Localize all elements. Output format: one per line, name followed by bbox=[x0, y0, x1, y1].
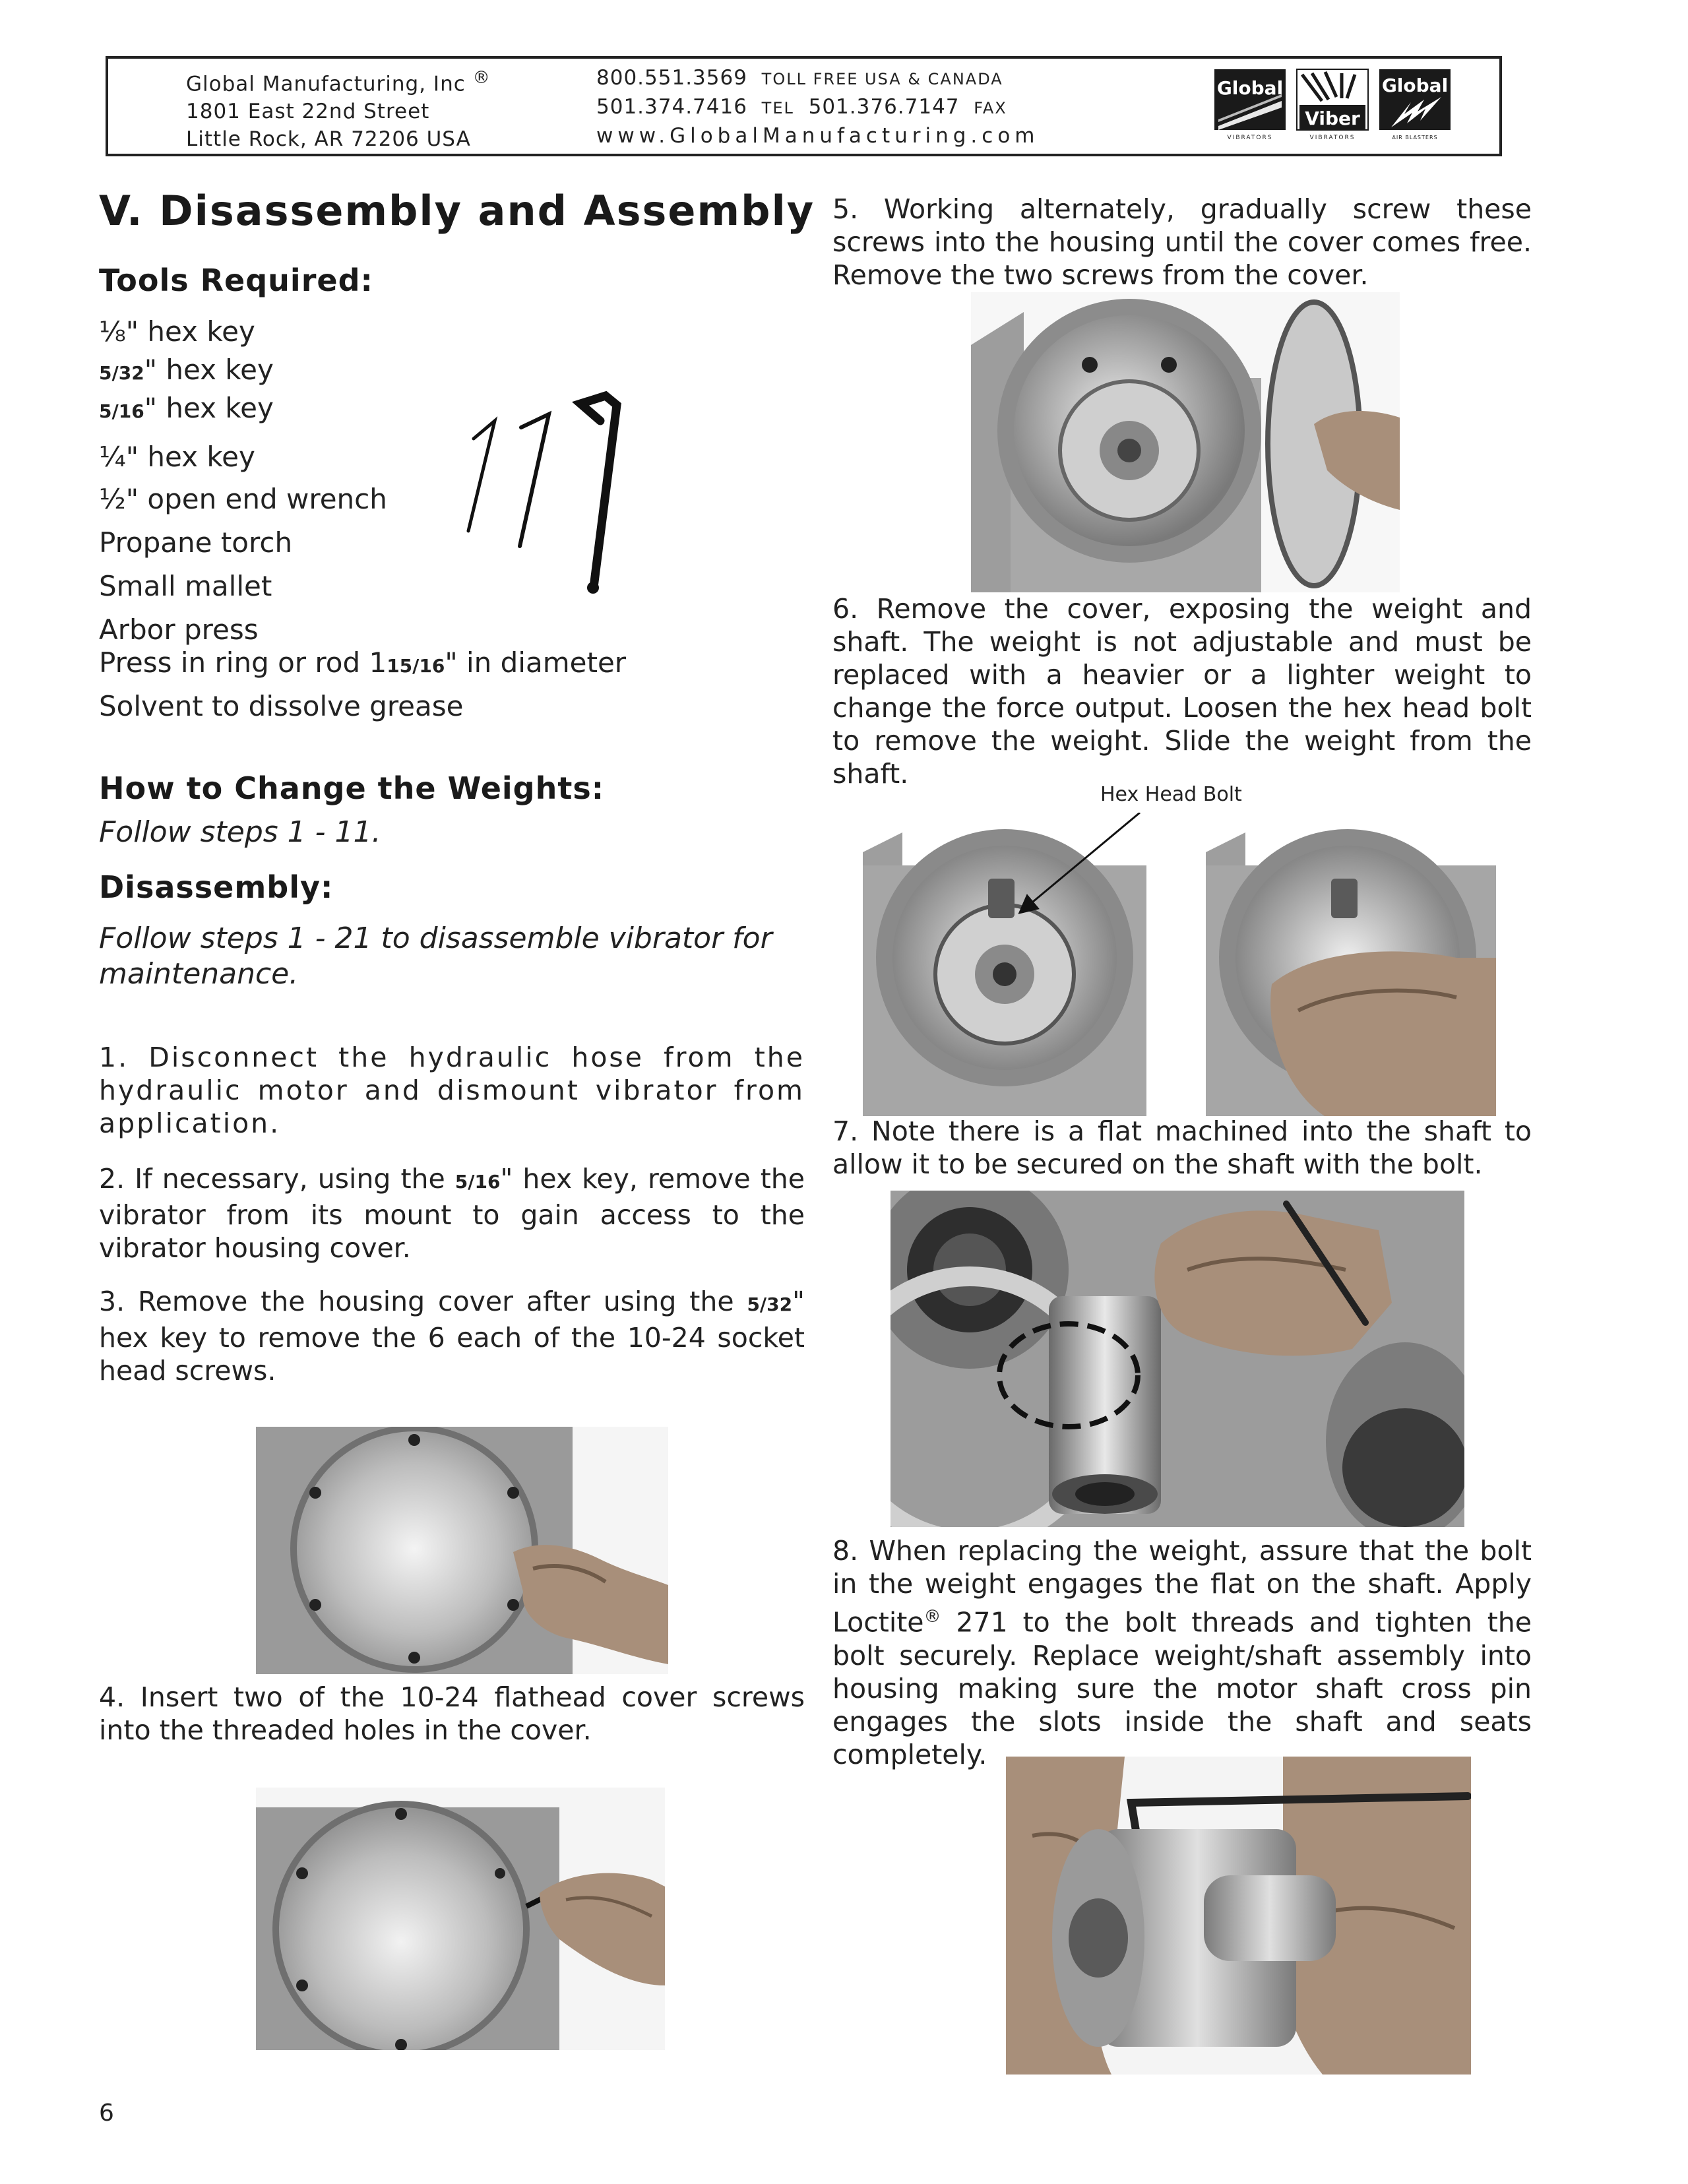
shaft-flat-photo bbox=[891, 1191, 1464, 1527]
step-8: 8. When replacing the weight, assure that the bolt in the weight engages the flat on the shaft. Apply Loctite® 271 to the bolt threads and tighten the bolt securely. Replace weight/shaft assembly into housing making sure the motor shaft cross pin engages the slots inside the shaft and seats completely. bbox=[832, 1535, 1532, 1770]
tool-item: Small mallet bbox=[99, 570, 272, 602]
page-number: 6 bbox=[99, 2100, 114, 2127]
cover-removal-photo bbox=[971, 292, 1400, 592]
tighten-bolt-photo bbox=[1006, 1757, 1471, 2075]
loctite-registered-mark: ® bbox=[923, 1607, 941, 1627]
company-name: Global Manufacturing, Inc bbox=[186, 72, 466, 96]
tool-item: ¼" hex key bbox=[99, 441, 255, 473]
toll-free-phone: 800.551.3569 bbox=[596, 66, 747, 90]
step-4: 4. Insert two of the 10-24 flathead cover screws into the threaded holes in the cover. bbox=[99, 1681, 805, 1746]
website: www.GlobalManufacturing.com bbox=[596, 124, 1040, 148]
viber-vibrators-logo bbox=[1296, 68, 1369, 142]
flathead-screws-photo bbox=[256, 1788, 665, 2050]
tool-item: Arbor press bbox=[99, 613, 259, 646]
tel-phone: 501.374.7416 bbox=[596, 95, 747, 119]
global-vibrators-logo bbox=[1213, 68, 1287, 142]
fraction-5-32: 5/32 bbox=[747, 1294, 793, 1315]
svg-text:Global: Global bbox=[1381, 75, 1449, 96]
svg-text:VIBRATORS: VIBRATORS bbox=[1309, 135, 1356, 141]
street-address: 1801 East 22nd Street bbox=[186, 100, 430, 124]
fax-label: FAX bbox=[974, 99, 1007, 117]
hex-keys-image bbox=[449, 389, 660, 600]
tool-item: Propane torch bbox=[99, 526, 293, 559]
tools-heading: Tools Required: bbox=[99, 263, 373, 298]
change-weights-heading: How to Change the Weights: bbox=[99, 770, 605, 806]
step-3: 3. Remove the housing cover after using the 5/32" hex key to remove the 6 each of the 10-24 socket head screws. bbox=[99, 1286, 805, 1387]
hex-head-bolt-callout: Hex Head Bolt bbox=[1100, 783, 1242, 806]
svg-text:VIBRATORS: VIBRATORS bbox=[1227, 135, 1273, 141]
tool-item: ½" open end wrench bbox=[99, 483, 387, 515]
tool-item: Press in ring or rod 115/16" in diameter bbox=[99, 646, 627, 679]
tool-item: Solvent to dissolve grease bbox=[99, 690, 464, 722]
global-air-blasters-logo bbox=[1378, 68, 1452, 142]
city-address: Little Rock, AR 72206 USA bbox=[186, 127, 471, 152]
svg-text:AIR BLASTERS: AIR BLASTERS bbox=[1392, 135, 1438, 140]
svg-text:Viber: Viber bbox=[1305, 108, 1360, 129]
address-block bbox=[186, 64, 491, 153]
registered-mark: ® bbox=[472, 68, 491, 88]
letterhead bbox=[106, 56, 1502, 156]
tel-label: TEL bbox=[761, 99, 794, 117]
step-1: 1. Disconnect the hydraulic hose from the hydraulic motor and dismount vibrator from application. bbox=[99, 1042, 805, 1139]
disassembly-heading: Disassembly: bbox=[99, 869, 334, 905]
toll-free-note: TOLL FREE USA & CANADA bbox=[761, 70, 1003, 88]
step-6: 6. Remove the cover, exposing the weight and shaft. The weight is not adjustable and must be replaced with a heavier or a lighter weight to change the force output. Loosen the hex head bolt to remove the weight. Slide the weight from the shaft. bbox=[832, 593, 1532, 790]
tool-item: 5/16" hex key bbox=[99, 392, 274, 424]
tool-item: ⅛" hex key bbox=[99, 315, 255, 348]
housing-cover-photo bbox=[256, 1427, 668, 1674]
step-7: 7. Note there is a flat machined into the shaft to allow it to be secured on the shaft with the bolt. bbox=[832, 1115, 1532, 1180]
disassembly-note: Follow steps 1 - 21 to disassemble vibrator for maintenance. bbox=[99, 921, 772, 991]
logo-text: Global bbox=[1216, 77, 1284, 99]
step-5: 5. Working alternately, gradually screw these screws into the housing until the cover comes free. Remove the two screws from the cover. bbox=[832, 193, 1532, 291]
change-weights-note: Follow steps 1 - 11. bbox=[99, 815, 381, 849]
tool-item: 5/32" hex key bbox=[99, 354, 274, 386]
section-title: V. Disassembly and Assembly bbox=[99, 187, 815, 235]
fraction-5-16: 5/16 bbox=[454, 1171, 501, 1193]
fax-number: 501.376.7147 bbox=[808, 95, 960, 119]
contact-block bbox=[596, 64, 1040, 150]
step-2: 2. If necessary, using the 5/16" hex key, remove the vibrator from its mount to gain access to the vibrator housing cover. bbox=[99, 1163, 805, 1264]
weight-shaft-photo bbox=[863, 813, 1496, 1116]
